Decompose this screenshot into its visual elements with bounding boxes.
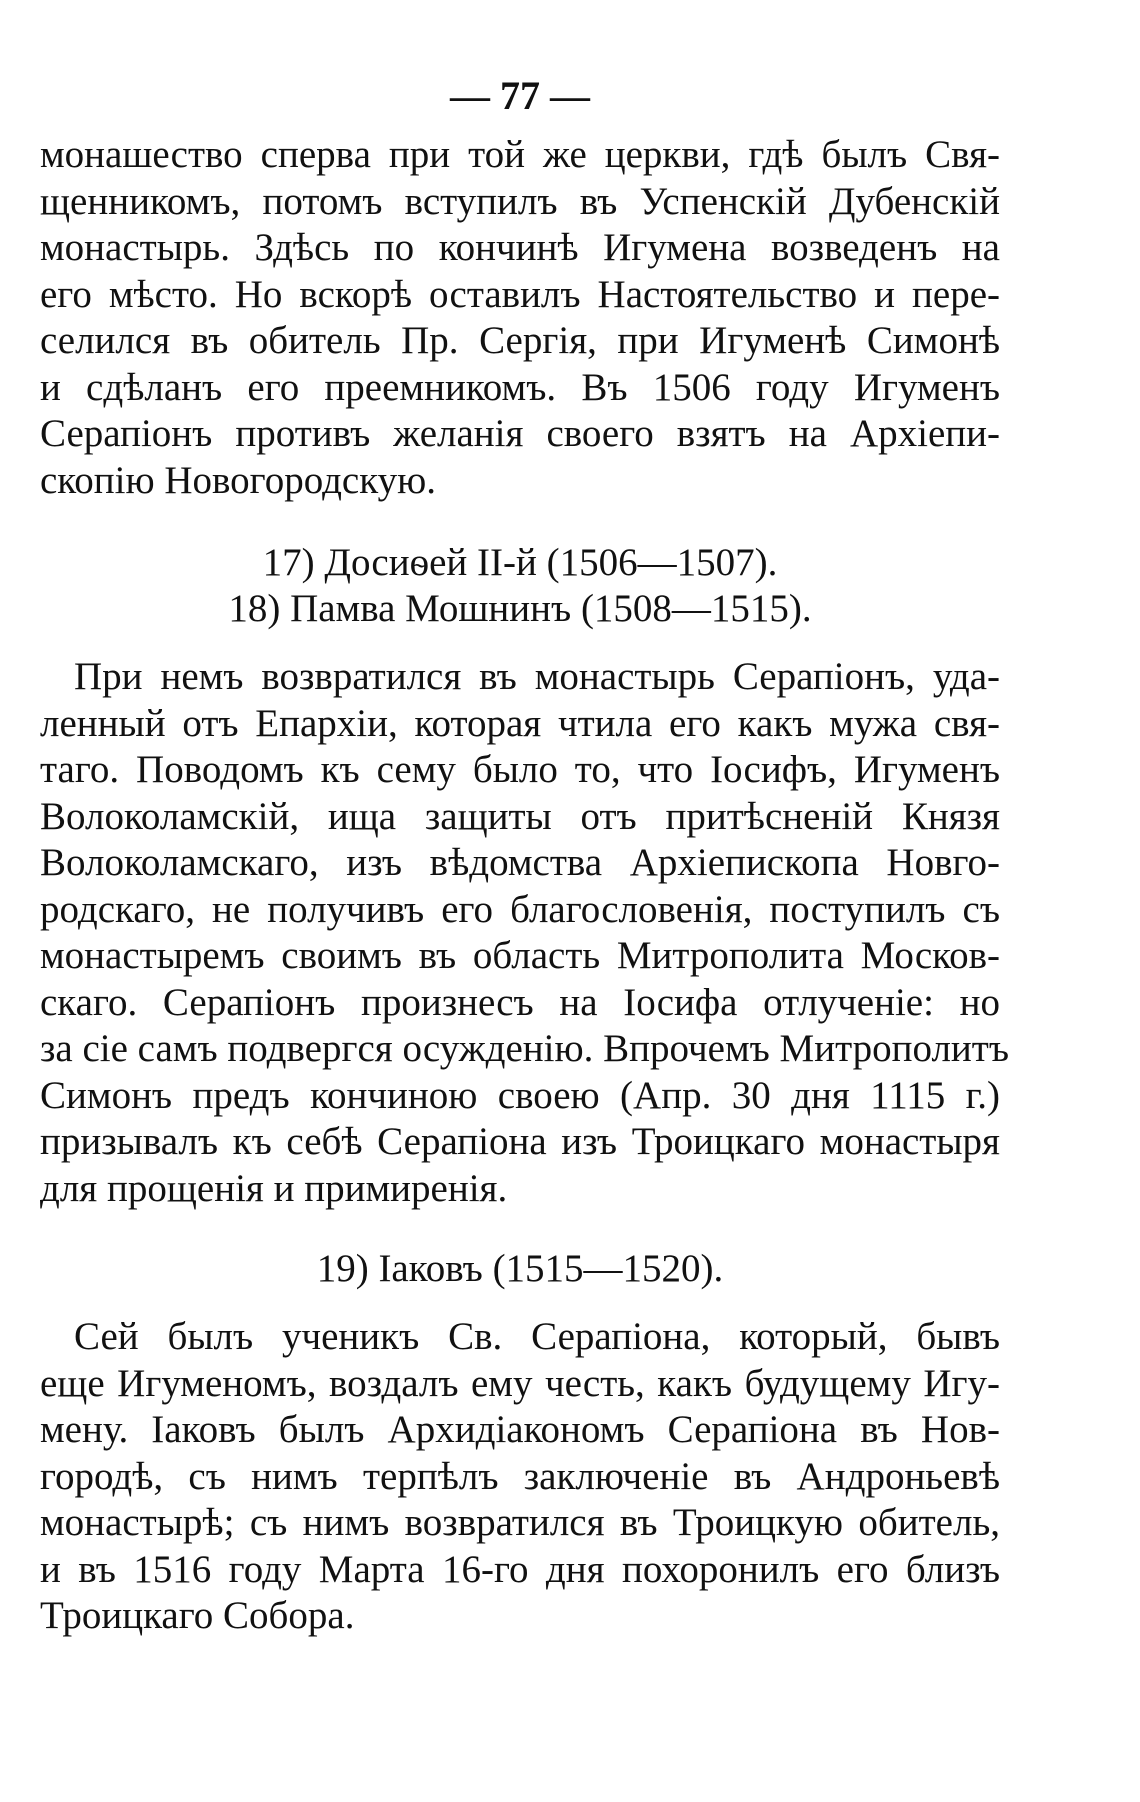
text-line: Сей былъ ученикъ Св. Серапіона, который, бывъ bbox=[74, 1315, 1000, 1358]
text-line: При немъ возвратился въ монастырь Серапіонъ, уда- bbox=[74, 655, 1000, 698]
text-line: его мѣсто. Но вскорѣ оставилъ Настоятельство и пере- bbox=[40, 272, 1000, 316]
text-line: монастырѣ; съ нимъ возвратился въ Троицкую обитель, bbox=[40, 1501, 1000, 1544]
book-page bbox=[40, 70, 1010, 1640]
text-line: монашество сперва при той же церкви, гдѣ былъ Свя- bbox=[40, 133, 1000, 176]
section-headings bbox=[40, 540, 1000, 632]
paragraph bbox=[40, 654, 1010, 1212]
text-line: родскаго, не получивъ его благословенія, поступилъ съ bbox=[40, 887, 1000, 931]
section-heading: 19) Іаковъ (1515—1520). bbox=[316, 1247, 724, 1290]
section-heading: 18) Памва Мошнинъ (1508—1515). bbox=[228, 587, 812, 630]
text-line: Симонъ предъ кончиною своею (Апр. 30 дня 1115 г.) bbox=[40, 1073, 1000, 1117]
section-headings bbox=[40, 1246, 1000, 1292]
text-line: щенникомъ, потомъ вступилъ въ Успенскій Дубенскій bbox=[40, 179, 1000, 223]
text-line: призывалъ къ себѣ Серапіона изъ Троицкаго монастыря bbox=[40, 1120, 1000, 1163]
text-line: и въ 1516 году Марта 16-го дня похоронилъ его близъ bbox=[40, 1547, 1000, 1591]
text-line: селился въ обитель Пр. Сергія, при Игуменѣ Симонѣ bbox=[40, 319, 1000, 362]
text-line: скаго. Серапіонъ произнесъ на Іосифа отлученіе: но bbox=[40, 980, 1000, 1024]
text-line: мену. Іаковъ былъ Архидіакономъ Серапіона въ Нов- bbox=[40, 1408, 1000, 1451]
text-line: и сдѣланъ его преемникомъ. Въ 1506 году Игуменъ bbox=[40, 365, 1000, 409]
text-line: таго. Поводомъ къ сему было то, что Іосифъ, Игуменъ bbox=[40, 748, 1000, 791]
text-line: за сіе самъ подвергся осужденію. Впрочемъ Митрополитъ bbox=[40, 1027, 1010, 1070]
paragraph bbox=[40, 1314, 1000, 1640]
paragraph-continuation bbox=[40, 132, 1000, 504]
text-line: городѣ, съ нимъ терпѣлъ заключеніе въ Андроньевѣ bbox=[40, 1454, 1000, 1498]
text-line: Троицкаго Собора. bbox=[40, 1594, 355, 1637]
section-heading: 17) Досиѳей II-й (1506—1507). bbox=[262, 541, 778, 584]
text-line: монастырь. Здѣсь по кончинѣ Игумена возведенъ на bbox=[40, 226, 1000, 269]
text-line: ленный отъ Епархіи, которая чтила его какъ мужа свя- bbox=[40, 701, 1000, 745]
text-line: Волоколамскій, ища защиты отъ притѣсненій Князя bbox=[40, 794, 1000, 838]
page-number: — 77 — bbox=[450, 73, 590, 118]
text-line: Волоколамскаго, изъ вѣдомства Архіепископа Новго- bbox=[40, 841, 1000, 884]
text-line: Серапіонъ противъ желанія своего взятъ на Архіепи- bbox=[40, 412, 1000, 455]
text-line: скопію Новогородскую. bbox=[40, 458, 437, 502]
text-line: для прощенія и примиренія. bbox=[40, 1166, 508, 1210]
text-line: еще Игуменомъ, воздалъ ему честь, какъ будущему Игу- bbox=[40, 1361, 1000, 1405]
text-line: монастыремъ своимъ въ область Митрополита Москов- bbox=[40, 934, 1000, 977]
